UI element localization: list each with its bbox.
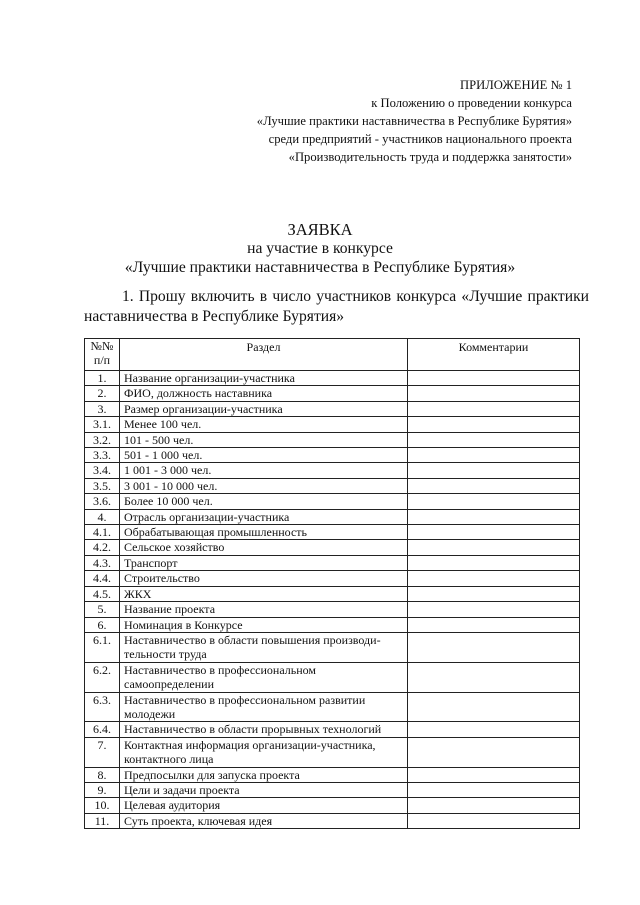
appendix-number: ПРИЛОЖЕНИЕ № 1 xyxy=(460,78,572,92)
row-comment-field[interactable] xyxy=(408,478,580,493)
row-comment-field[interactable] xyxy=(408,767,580,782)
row-section: Наставничество в области повышения производи-тельности труда xyxy=(120,632,408,662)
row-comment-field[interactable] xyxy=(408,448,580,463)
row-comment-field[interactable] xyxy=(408,692,580,722)
appendix-regulation: к Положению о проведении конкурса xyxy=(371,96,572,110)
row-number: 4.5. xyxy=(85,586,120,601)
table-row xyxy=(85,737,580,767)
table-row xyxy=(85,463,580,478)
row-comment-field[interactable] xyxy=(408,509,580,524)
row-number: 6.1. xyxy=(85,632,120,662)
row-number: 3.3. xyxy=(85,448,120,463)
document-heading xyxy=(0,220,640,277)
row-comment-field[interactable] xyxy=(408,602,580,617)
row-comment-field[interactable] xyxy=(408,586,580,601)
row-section: Отрасль организации-участника xyxy=(120,509,408,524)
table-row xyxy=(85,813,580,828)
row-number: 9. xyxy=(85,782,120,797)
row-section: Более 10 000 чел. xyxy=(120,494,408,509)
row-section: Наставничество в области прорывных технологий xyxy=(120,722,408,737)
row-number: 4.1. xyxy=(85,525,120,540)
table-row xyxy=(85,571,580,586)
row-number: 1. xyxy=(85,371,120,386)
row-section: ФИО, должность наставника xyxy=(120,386,408,401)
row-number: 6.2. xyxy=(85,662,120,692)
row-number: 4. xyxy=(85,509,120,524)
table-row xyxy=(85,432,580,447)
table-row xyxy=(85,494,580,509)
table-row xyxy=(85,525,580,540)
row-comment-field[interactable] xyxy=(408,417,580,432)
row-comment-field[interactable] xyxy=(408,571,580,586)
row-section: Цели и задачи проекта xyxy=(120,782,408,797)
table-row xyxy=(85,662,580,692)
table-row xyxy=(85,617,580,632)
row-number: 6.4. xyxy=(85,722,120,737)
row-section: Название организации-участника xyxy=(120,371,408,386)
row-number: 4.2. xyxy=(85,540,120,555)
row-section: Размер организации-участника xyxy=(120,401,408,416)
appendix-contest-name: «Лучшие практики наставничества в Республике Бурятия» xyxy=(256,114,572,128)
row-comment-field[interactable] xyxy=(408,737,580,767)
row-number: 6. xyxy=(85,617,120,632)
table-header-row xyxy=(85,339,580,371)
table-row xyxy=(85,386,580,401)
row-section: 501 - 1 000 чел. xyxy=(120,448,408,463)
row-comment-field[interactable] xyxy=(408,432,580,447)
row-section: 3 001 - 10 000 чел. xyxy=(120,478,408,493)
table-row xyxy=(85,448,580,463)
row-number: 3.4. xyxy=(85,463,120,478)
row-number: 11. xyxy=(85,813,120,828)
row-section: Номинация в Конкурсе xyxy=(120,617,408,632)
appendix-participants: среди предприятий - участников национального проекта xyxy=(268,132,572,146)
appendix-block xyxy=(257,76,572,166)
row-section: Строительство xyxy=(120,571,408,586)
table-row xyxy=(85,782,580,797)
row-section: ЖКХ xyxy=(120,586,408,601)
row-section: Суть проекта, ключевая идея xyxy=(120,813,408,828)
row-section: Целевая аудитория xyxy=(120,798,408,813)
row-comment-field[interactable] xyxy=(408,632,580,662)
row-comment-field[interactable] xyxy=(408,782,580,797)
row-comment-field[interactable] xyxy=(408,525,580,540)
row-number: 6.3. xyxy=(85,692,120,722)
row-number: 4.3. xyxy=(85,555,120,570)
row-section: Обрабатывающая промышленность xyxy=(120,525,408,540)
row-section: Название проекта xyxy=(120,602,408,617)
row-number: 10. xyxy=(85,798,120,813)
row-comment-field[interactable] xyxy=(408,722,580,737)
row-section: Наставничество в профессиональном развитии молодежи xyxy=(120,692,408,722)
header-comments: Комментарии xyxy=(408,339,580,371)
row-comment-field[interactable] xyxy=(408,798,580,813)
row-section: Сельское хозяйство xyxy=(120,540,408,555)
row-comment-field[interactable] xyxy=(408,401,580,416)
row-number: 4.4. xyxy=(85,571,120,586)
document-subtitle: на участие в конкурсе xyxy=(247,240,393,257)
row-number: 5. xyxy=(85,602,120,617)
table-row xyxy=(85,540,580,555)
row-comment-field[interactable] xyxy=(408,555,580,570)
appendix-project-name: «Производительность труда и поддержка занятости» xyxy=(288,150,572,164)
table-row xyxy=(85,586,580,601)
row-section: 1 001 - 3 000 чел. xyxy=(120,463,408,478)
row-number: 3.2. xyxy=(85,432,120,447)
row-section: Менее 100 чел. xyxy=(120,417,408,432)
table-row xyxy=(85,401,580,416)
row-comment-field[interactable] xyxy=(408,494,580,509)
contest-name: «Лучшие практики наставничества в Республике Бурятия» xyxy=(124,259,516,276)
row-number: 3.1. xyxy=(85,417,120,432)
table-row xyxy=(85,767,580,782)
row-number: 3.6. xyxy=(85,494,120,509)
row-comment-field[interactable] xyxy=(408,662,580,692)
table-row xyxy=(85,371,580,386)
table-row xyxy=(85,632,580,662)
table-body xyxy=(85,371,580,829)
row-section: Предпосылки для запуска проекта xyxy=(120,767,408,782)
row-section: 101 - 500 чел. xyxy=(120,432,408,447)
table-row xyxy=(85,722,580,737)
row-section: Наставничество в профессиональном самоопределении xyxy=(120,662,408,692)
row-number: 3. xyxy=(85,401,120,416)
row-number: 2. xyxy=(85,386,120,401)
table-row xyxy=(85,692,580,722)
table-row xyxy=(85,602,580,617)
row-comment-field[interactable] xyxy=(408,540,580,555)
table-row xyxy=(85,798,580,813)
row-number: 7. xyxy=(85,737,120,767)
row-number: 3.5. xyxy=(85,478,120,493)
row-comment-field[interactable] xyxy=(408,813,580,828)
request-paragraph: 1. Прошу включить в число участников конкурса «Лучшие практики наставничества в Республике Бурятия» xyxy=(84,288,589,325)
table-row xyxy=(85,509,580,524)
row-comment-field[interactable] xyxy=(408,386,580,401)
application-table xyxy=(84,338,580,829)
row-section: Транспорт xyxy=(120,555,408,570)
table-row xyxy=(85,478,580,493)
table-row xyxy=(85,555,580,570)
header-section: Раздел xyxy=(120,339,408,371)
header-number: №№ п/п xyxy=(85,339,120,371)
row-comment-field[interactable] xyxy=(408,463,580,478)
row-comment-field[interactable] xyxy=(408,371,580,386)
row-section: Контактная информация организации-участника, контактного лица xyxy=(120,737,408,767)
table-row xyxy=(85,417,580,432)
document-title: ЗАЯВКА xyxy=(287,220,353,239)
row-comment-field[interactable] xyxy=(408,617,580,632)
row-number: 8. xyxy=(85,767,120,782)
